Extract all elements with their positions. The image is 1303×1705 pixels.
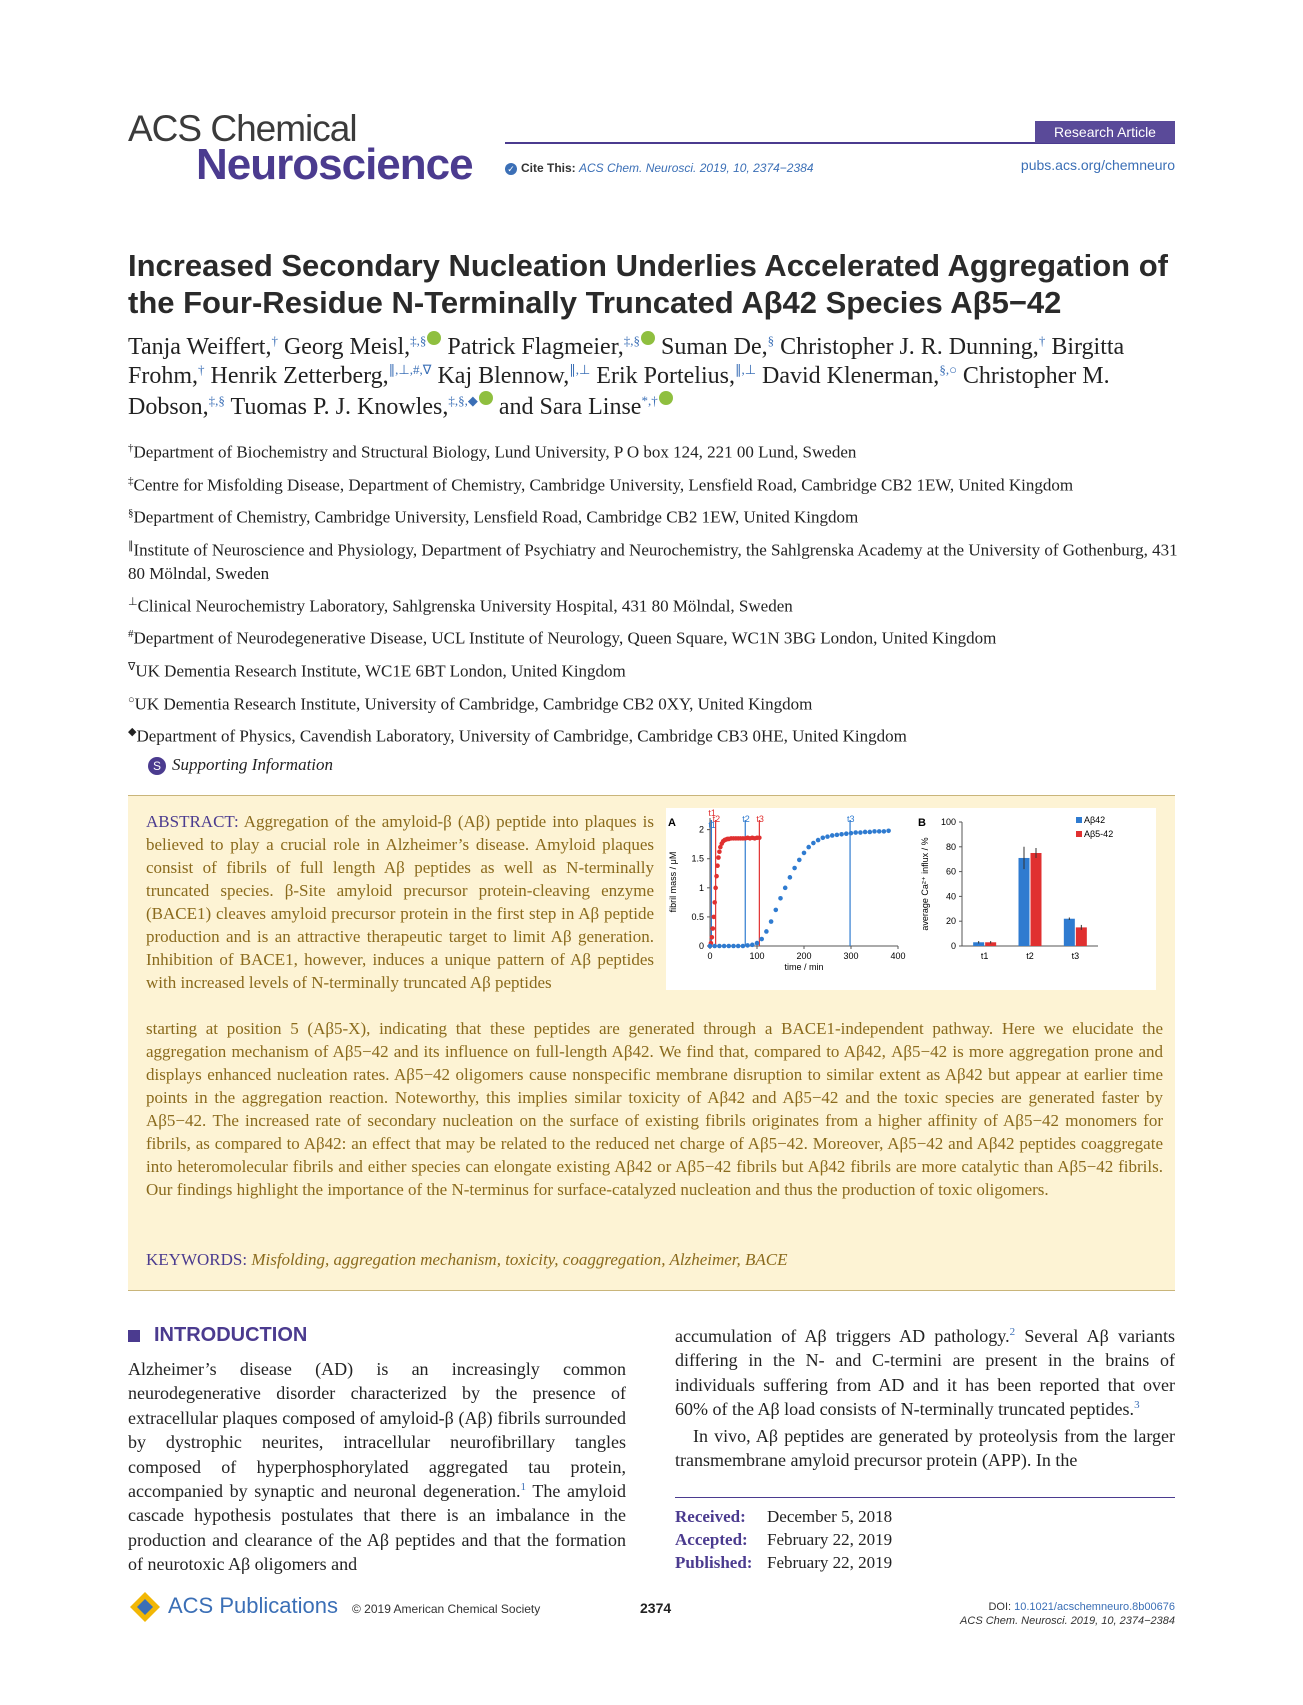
affiliation-mark: ⊥ bbox=[128, 595, 138, 608]
author-name[interactable]: Henrik Zetterberg, bbox=[210, 363, 389, 389]
time-marker-label: t3 bbox=[847, 814, 855, 824]
y-tick-label: 1 bbox=[698, 882, 704, 893]
x-tick-label: 400 bbox=[890, 951, 906, 961]
data-point bbox=[882, 829, 887, 834]
time-marker-label: t1 bbox=[708, 808, 716, 818]
abstract-body-2: starting at position 5 (Aβ5-X), indicating that these peptides are generated through a BACE1-independent pathway. Here we elucidate the aggregation mechanism of Aβ5−42 and its influence on full-length Aβ42. We find that, compared to Aβ42, Aβ5−42 is more aggregation prone and displays enhanced nucleation rates. Aβ5−42 oligomers cause nonspecific membrane disruption to similar extent as Aβ42 but appear at earlier time points in the aggregation reaction. Noteworthy, this implies similar toxicity of Aβ42 and Aβ5−42 and the toxic species are generated faster by Aβ5−42. The increased rate of secondary nucleation on the surface of existing fibrils originates from a higher affinity of Aβ5−42 monomers for fibrils, as compared to Aβ42: an effect that may be related to the reduced net charge of Aβ5−42. Moreover, Aβ5−42 and Aβ42 peptides coaggregate into heteromolecular fibrils and either species can elongate existing Aβ42 or Aβ5−42 fibrils but Aβ42 fibrils are more catalytic than Aβ5−42 fibrils. Our findings highlight the importance of the N-terminus for surface-catalyzed nucleation and thus the production of toxic oligomers. bbox=[146, 1019, 1163, 1199]
author-affiliation-marks: ‡,§ bbox=[410, 333, 427, 348]
intro-right-column-1 bbox=[675, 1324, 1175, 1422]
affiliation-text: Institute of Neuroscience and Physiology, Department of Psychiatry and Neurochemistry, the Sahlgrenska Academy at the University of Gothenburg, 431 80 Mölndal, Sweden bbox=[128, 540, 1178, 583]
affiliation-text: UK Dementia Research Institute, University of Cambridge, Cambridge CB2 0XY, United Kingdom bbox=[134, 694, 813, 714]
author-affiliation-marks: ∥,⊥,#,∇ bbox=[388, 362, 432, 377]
data-point bbox=[757, 835, 762, 840]
affiliation-text: Department of Physics, Cavendish Laboratory, University of Cambridge, Cambridge CB3 0HE, United Kingdom bbox=[136, 726, 907, 746]
author-affiliation-marks: † bbox=[1038, 333, 1046, 348]
accepted-row bbox=[675, 1528, 892, 1551]
author-affiliation-marks: ‡,§ bbox=[208, 393, 225, 408]
cite-this-line[interactable] bbox=[505, 161, 814, 175]
keywords-list: Misfolding, aggregation mechanism, toxicity, coaggregation, Alzheimer, BACE bbox=[251, 1250, 788, 1269]
author-affiliation-marks: ∥,⊥ bbox=[734, 362, 757, 377]
y-axis-label: fibril mass / μM bbox=[668, 851, 678, 913]
doi-label: DOI: bbox=[988, 1601, 1012, 1613]
journal-logo-top: ACS Chemical bbox=[128, 108, 357, 149]
data-point bbox=[711, 915, 716, 920]
author-name[interactable]: David Klenerman, bbox=[762, 363, 940, 389]
orcid-icon[interactable] bbox=[641, 331, 655, 345]
intro-paragraph-1: Alzheimer’s disease (AD) is an increasingly common neurodegenerative disorder characterized by the presence of extracellular plaques composed of amyloid-β (Aβ) fibrils surrounded by dystrophic neurites, intracellular neurofibrillary tangles composed of hyperphosphorylated aggregated tau protein, accompanied by synaptic and neuronal degeneration. bbox=[128, 1359, 626, 1502]
cite-icon: ✓ bbox=[505, 163, 517, 175]
article-title: Increased Secondary Nucleation Underlies Accelerated Aggregation of the Four-Residue N-Terminally Truncated Aβ42 Species Aβ5−42 bbox=[128, 248, 1168, 320]
affiliation-item bbox=[128, 689, 1188, 716]
data-point bbox=[713, 886, 718, 891]
affiliation-item bbox=[128, 656, 1188, 683]
affiliation-text: Clinical Neurochemistry Laboratory, Sahlgrenska University Hospital, 431 80 Mölndal, Sweden bbox=[137, 596, 793, 616]
data-point bbox=[712, 944, 717, 949]
affiliation-mark: ○ bbox=[128, 693, 135, 706]
published-row bbox=[675, 1551, 892, 1574]
accepted-date: February 22, 2019 bbox=[767, 1530, 893, 1549]
panel-b-label: B bbox=[918, 817, 926, 829]
orcid-icon[interactable] bbox=[427, 331, 441, 345]
abstract-label: ABSTRACT: bbox=[146, 812, 239, 831]
data-point bbox=[769, 919, 774, 924]
y-tick-label: 0 bbox=[950, 941, 956, 951]
data-point bbox=[741, 944, 746, 949]
bar bbox=[1076, 927, 1087, 946]
data-point bbox=[774, 908, 779, 913]
category-label: t3 bbox=[1071, 951, 1080, 961]
data-point bbox=[788, 875, 793, 880]
data-point bbox=[750, 943, 755, 948]
data-point bbox=[717, 849, 722, 854]
author-name[interactable]: Erik Portelius, bbox=[596, 363, 735, 389]
author-affiliation-marks: ‡,§ bbox=[623, 333, 640, 348]
intro-paragraph-1-cont: The amyloid cascade hypothesis postulates that there is an imbalance in the production and clearance of the Aβ peptides and that the formation of neurotoxic Aβ oligomers and bbox=[128, 1481, 626, 1575]
data-point bbox=[797, 858, 802, 863]
data-point bbox=[722, 944, 727, 949]
time-marker-label: t2 bbox=[712, 814, 721, 824]
x-tick-label: 0 bbox=[707, 951, 713, 961]
data-point bbox=[872, 829, 877, 834]
legend-label: Aβ42 bbox=[1084, 815, 1106, 825]
data-point bbox=[863, 830, 868, 835]
data-point bbox=[783, 886, 788, 891]
data-point bbox=[853, 830, 858, 835]
data-point bbox=[839, 832, 844, 837]
publication-dates bbox=[675, 1505, 892, 1574]
data-point bbox=[755, 941, 760, 946]
abstract-text-part1 bbox=[146, 810, 654, 994]
affiliation-mark: ∥ bbox=[128, 539, 134, 552]
data-point bbox=[792, 866, 797, 871]
keywords-label: KEYWORDS: bbox=[146, 1250, 248, 1269]
panel-a bbox=[668, 808, 906, 972]
citation-ref-1[interactable]: 1 bbox=[520, 1481, 527, 1494]
data-point bbox=[821, 835, 826, 840]
data-point bbox=[710, 935, 715, 940]
data-point bbox=[727, 944, 732, 949]
data-point bbox=[844, 831, 849, 836]
affiliation-item bbox=[128, 535, 1188, 585]
x-tick-label: 200 bbox=[796, 951, 812, 961]
author-name[interactable]: Georg Meisl, bbox=[283, 334, 411, 360]
affiliation-text: Department of Neurodegenerative Disease, UCL Institute of Neurology, Queen Square, WC1N 3BG London, United Kingdom bbox=[133, 628, 997, 648]
time-marker-label: t1 bbox=[708, 820, 716, 830]
y-tick-label: 20 bbox=[945, 916, 956, 927]
cite-label: Cite This: bbox=[521, 161, 576, 175]
affiliation-mark: # bbox=[128, 628, 134, 641]
orcid-icon[interactable] bbox=[659, 391, 673, 405]
author-name[interactable]: Tuomas P. J. Knowles, bbox=[230, 394, 449, 420]
affiliation-text: Centre for Misfolding Disease, Department of Chemistry, Cambridge University, Lensfield Road, Cambridge CB2 1EW, United Kingdom bbox=[133, 475, 1074, 495]
abstract-body-1: Aggregation of the amyloid-β (Aβ) peptide into plaques is believed to play a crucial role in Alzheimer’s disease. Amyloid plaques consist of fibrils of full length Aβ peptides as well as N-terminally truncated species. β-Site amyloid precursor protein-cleaving enzyme (BACE1) cleaves amyloid precursor protein in the first step in Aβ peptide production and is an attractive therapeutic target to limit Aβ generation. Inhibition of BACE1, however, induces a unique pattern of Aβ peptides with increased levels of N-terminally truncated Aβ peptides bbox=[146, 812, 655, 992]
acs-publications-logo-text: ACS Publications bbox=[168, 1593, 338, 1618]
y-tick-label: 2 bbox=[698, 824, 704, 835]
doi-link[interactable]: 10.1021/acschemneuro.8b00676 bbox=[1014, 1601, 1175, 1613]
data-point bbox=[858, 830, 863, 835]
data-point bbox=[736, 944, 741, 949]
doi-block bbox=[960, 1600, 1175, 1628]
article-type-badge: Research Article bbox=[1035, 121, 1175, 143]
bar bbox=[1064, 919, 1075, 946]
category-label: t1 bbox=[980, 951, 989, 961]
data-point bbox=[708, 944, 713, 949]
author-name[interactable]: and Sara Linse bbox=[498, 394, 642, 420]
affiliation-mark: § bbox=[128, 507, 134, 520]
affiliation-text: Department of Chemistry, Cambridge University, Lensfield Road, Cambridge CB2 1EW, United Kingdom bbox=[133, 507, 859, 527]
bar bbox=[1031, 853, 1042, 946]
affiliation-item bbox=[128, 470, 1188, 497]
y-tick-label: 0.5 bbox=[691, 911, 704, 922]
time-marker-label: t3 bbox=[756, 814, 764, 824]
y-tick-label: 1.5 bbox=[691, 853, 704, 864]
affiliation-text: Department of Biochemistry and Structural Biology, Lund University, P O box 124, 221 00 Lund, Sweden bbox=[133, 442, 857, 462]
author-name[interactable]: Christopher J. R. Dunning, bbox=[780, 334, 1039, 360]
page-number: 2374 bbox=[640, 1600, 672, 1616]
affiliation-list bbox=[128, 437, 1188, 754]
data-point bbox=[714, 874, 719, 879]
author-affiliation-marks: † bbox=[198, 362, 205, 377]
data-point bbox=[816, 838, 821, 843]
x-tick-label: 100 bbox=[749, 951, 765, 961]
accepted-label: Accepted: bbox=[675, 1530, 748, 1549]
author-affiliation-marks: † bbox=[271, 333, 278, 348]
affiliation-item bbox=[128, 437, 1188, 464]
published-date: February 22, 2019 bbox=[767, 1553, 893, 1572]
data-point bbox=[778, 896, 783, 901]
dates-rule bbox=[675, 1497, 1175, 1498]
published-label: Published: bbox=[675, 1553, 753, 1572]
intro-left-column bbox=[128, 1357, 626, 1577]
data-point bbox=[717, 944, 722, 949]
intro-right-paragraph-2: In vivo, Aβ peptides are generated by proteolysis from the larger transmembrane amyloid precursor protein (APP). In the bbox=[675, 1426, 1175, 1471]
footer-citation: ACS Chem. Neurosci. 2019, 10, 2374−2384 bbox=[960, 1615, 1175, 1627]
author-name[interactable]: Suman De, bbox=[660, 334, 768, 360]
introduction-heading-text: INTRODUCTION bbox=[154, 1324, 308, 1346]
author-name[interactable]: Patrick Flagmeier, bbox=[447, 334, 624, 360]
supporting-info-icon: S bbox=[148, 757, 166, 775]
x-tick-label: 300 bbox=[843, 951, 859, 961]
data-point bbox=[731, 944, 736, 949]
affiliation-mark: ∇ bbox=[128, 660, 136, 673]
time-marker-label: t2 bbox=[742, 814, 750, 824]
affiliation-item bbox=[128, 591, 1188, 618]
y-tick-label: 40 bbox=[945, 891, 956, 902]
section-marker bbox=[128, 1330, 140, 1342]
legend-swatch bbox=[1076, 817, 1082, 823]
data-point bbox=[715, 863, 720, 868]
cite-reference-link[interactable]: ACS Chem. Neurosci. 2019, 10, 2374−2384 bbox=[579, 161, 814, 175]
affiliation-item bbox=[128, 502, 1188, 529]
data-point bbox=[806, 845, 811, 850]
orcid-icon[interactable] bbox=[479, 391, 493, 405]
panel-b bbox=[918, 815, 1113, 961]
legend-swatch bbox=[1076, 831, 1082, 837]
data-point bbox=[825, 834, 830, 839]
data-point bbox=[849, 831, 854, 836]
y-axis-label: average Ca²⁺ influx / % bbox=[920, 837, 930, 931]
received-date: December 5, 2018 bbox=[767, 1507, 893, 1526]
data-point bbox=[811, 841, 816, 846]
affiliation-mark: ‡ bbox=[128, 474, 134, 487]
y-tick-label: 0 bbox=[698, 941, 704, 951]
received-row bbox=[675, 1505, 892, 1528]
category-label: t2 bbox=[1026, 951, 1034, 961]
author-name[interactable]: Kaj Blennow, bbox=[437, 363, 570, 389]
data-point bbox=[868, 830, 873, 835]
y-tick-label: 60 bbox=[945, 866, 956, 877]
author-name[interactable]: Tanja Weiffert, bbox=[128, 334, 272, 360]
author-affiliation-marks: § bbox=[767, 333, 775, 348]
author-list bbox=[128, 331, 1188, 422]
data-point bbox=[886, 829, 891, 834]
affiliation-item bbox=[128, 721, 1188, 748]
data-point bbox=[802, 851, 807, 856]
citation-ref-3[interactable]: 3 bbox=[1134, 1399, 1140, 1412]
panel-a-label: A bbox=[668, 817, 676, 829]
author-affiliation-marks: ∥,⊥ bbox=[569, 362, 591, 377]
journal-url-link[interactable]: pubs.acs.org/chemneuro bbox=[1020, 157, 1175, 173]
bar bbox=[1019, 858, 1030, 946]
author-name[interactable]: Christopher M. Dobson, bbox=[128, 363, 1110, 420]
data-point bbox=[835, 833, 840, 838]
citation-ref-2[interactable]: 2 bbox=[1009, 1326, 1016, 1338]
legend-label: Aβ5-42 bbox=[1084, 829, 1114, 839]
copyright-notice: © 2019 American Chemical Society bbox=[352, 1602, 541, 1616]
affiliation-item bbox=[128, 623, 1188, 650]
supporting-info-label: Supporting Information bbox=[172, 755, 334, 774]
author-name[interactable]: Birgitta Frohm, bbox=[128, 334, 1125, 389]
intro-right-text-b: Several Aβ variants differing in the N- and C-termini are present in the brains of individuals suffering from AD and it has been reported that over 60% of the Aβ load consists of N-terminally truncated peptides. bbox=[675, 1326, 1176, 1420]
received-label: Received: bbox=[675, 1507, 746, 1526]
introduction-heading bbox=[128, 1324, 307, 1347]
supporting-information-link[interactable] bbox=[148, 755, 333, 775]
toc-figure bbox=[666, 808, 1156, 990]
data-point bbox=[716, 855, 721, 860]
keywords-line bbox=[146, 1250, 1163, 1270]
data-point bbox=[877, 829, 882, 834]
intro-right-text-a: accumulation of Aβ triggers AD pathology. bbox=[675, 1326, 1010, 1346]
data-point bbox=[830, 833, 835, 838]
acs-publications-logo-icon bbox=[128, 1590, 162, 1624]
data-point bbox=[759, 937, 764, 942]
data-point bbox=[712, 900, 717, 905]
affiliation-text: UK Dementia Research Institute, WC1E 6BT London, United Kingdom bbox=[135, 661, 626, 681]
x-axis-label: time / min bbox=[784, 962, 824, 972]
author-affiliation-marks: §,○ bbox=[939, 362, 957, 377]
author-affiliation-marks: ‡,§,◆ bbox=[448, 393, 478, 408]
author-affiliation-marks: *,† bbox=[641, 393, 658, 408]
data-point bbox=[764, 929, 769, 934]
y-tick-label: 100 bbox=[940, 817, 956, 827]
data-point bbox=[745, 943, 750, 948]
affiliation-mark: ◆ bbox=[128, 726, 137, 739]
journal-logo-bottom: Neuroscience bbox=[196, 140, 473, 189]
y-tick-label: 80 bbox=[945, 841, 956, 852]
affiliation-mark: † bbox=[128, 442, 134, 454]
data-point bbox=[711, 926, 716, 931]
